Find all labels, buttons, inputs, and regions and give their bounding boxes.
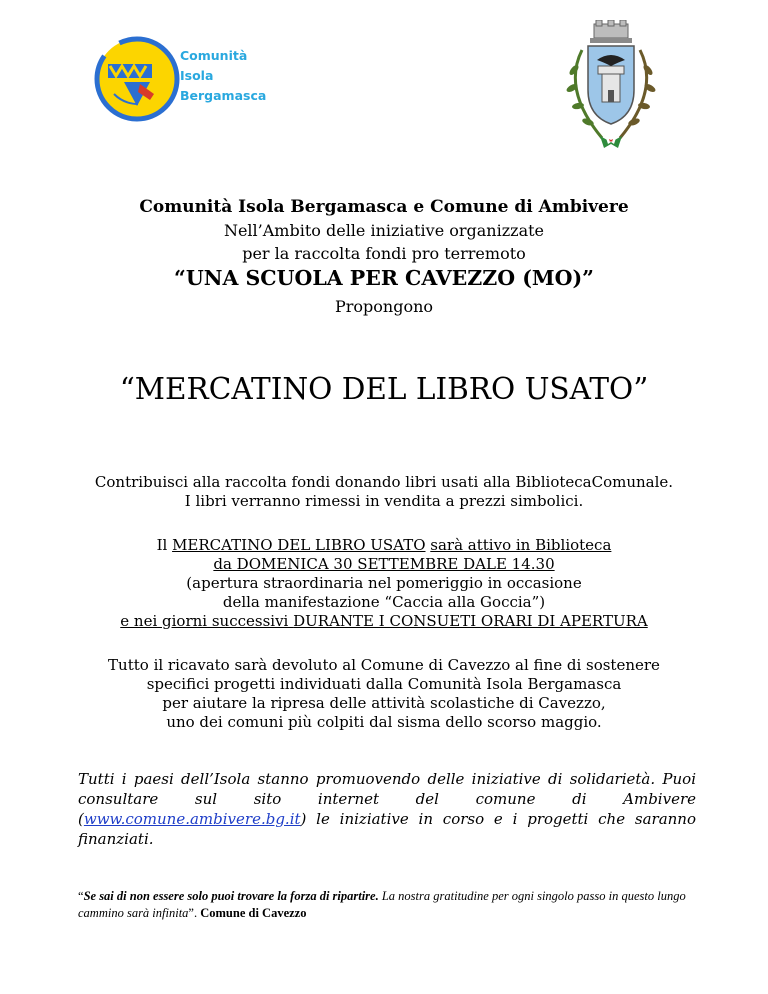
logo-line-comunita: Comunità <box>180 48 248 63</box>
proceeds-line-1: Tutto il ricavato sarà devoluto al Comune di Cavezzo al fine di sostenere <box>108 656 660 674</box>
intro-paragraph <box>0 473 768 511</box>
comune-coat-of-arms <box>552 20 670 152</box>
header-line-2: per la raccolta fondi pro terremoto <box>242 244 526 263</box>
schedule-after-hours: DURANTE I CONSUETI ORARI DI APERTURA <box>293 612 648 630</box>
schedule-after-prefix: e nei giorni successivi <box>120 612 294 630</box>
proceeds-line-3: per aiutare la ripresa delle attività scolastiche di Cavezzo, <box>162 694 606 712</box>
schedule-il: Il <box>156 536 173 554</box>
quote-open: “ <box>78 889 84 903</box>
project-title: “UNA SCUOLA PER CAVEZZO (MO)” <box>174 266 594 290</box>
propose-text: Propongono <box>334 297 434 316</box>
quote-rest: La nostra gratitudine per ogni singolo passo in questo lungo cammino sarà infinita <box>78 889 686 920</box>
schedule-attivo: sarà attivo in Biblioteca <box>430 536 612 554</box>
header-line-1: Nell’Ambito delle iniziative organizzate <box>223 221 545 240</box>
logo-line-isola: Isola <box>180 68 214 83</box>
logo-line-bergamasca: Bergamasca <box>180 88 267 103</box>
solidarity-paragraph <box>78 769 696 849</box>
schedule-paragraph <box>0 536 768 631</box>
schedule-mercatino: MERCATINO DEL LIBRO USATO <box>172 536 426 554</box>
intro-line-1: Contribuisci alla raccolta fondi donando libri usati alla BibliotecaComunale. <box>94 473 674 491</box>
proceeds-line-2: specifici progetti individuati dalla Comunità Isola Bergamasca <box>146 675 622 693</box>
ambivere-website-link[interactable]: www.comune.ambivere.bg.it <box>83 810 301 828</box>
solidarity-text-before: Tutti i paesi dell’Isola stanno promuovendo delle iniziative di solidarietà. Puoi consultare sul sito internet del comune di Ambivere ( <box>78 770 696 828</box>
intro-line-2: I libri verranno rimessi in vendita a prezzi simbolici. <box>184 492 584 510</box>
proceeds-paragraph <box>0 656 768 732</box>
quote-close: ”. <box>188 906 201 920</box>
schedule-note-2: della manifestazione “Caccia alla Goccia”) <box>222 593 546 611</box>
schedule-date: da DOMENICA 30 SETTEMBRE DALE 14.30 <box>213 555 555 573</box>
quote-signature: Comune di Cavezzo <box>200 906 307 920</box>
solidarity-text-after: ) le iniziative in corso e i progetti che saranno finanziati. <box>78 810 696 848</box>
cavezzo-quote <box>78 888 698 922</box>
schedule-note-1: (apertura straordinaria nel pomeriggio in occasione <box>186 574 582 592</box>
quote-bold: Se sai di non essere solo puoi trovare la forza di ripartire. <box>83 889 379 903</box>
comunita-logo-icon <box>94 36 180 122</box>
schedule-line-1 <box>0 536 768 555</box>
event-title: “MERCATINO DEL LIBRO USATO” <box>119 372 649 406</box>
schedule-after <box>0 612 768 631</box>
coat-of-arms-icon <box>552 20 670 152</box>
proceeds-line-4: uno dei comuni più colpiti dal sisma dello scorso maggio. <box>166 713 602 731</box>
organizers-heading: Comunità Isola Bergamasca e Comune di Ambivere <box>139 197 629 217</box>
comunita-logo-text <box>180 46 266 106</box>
